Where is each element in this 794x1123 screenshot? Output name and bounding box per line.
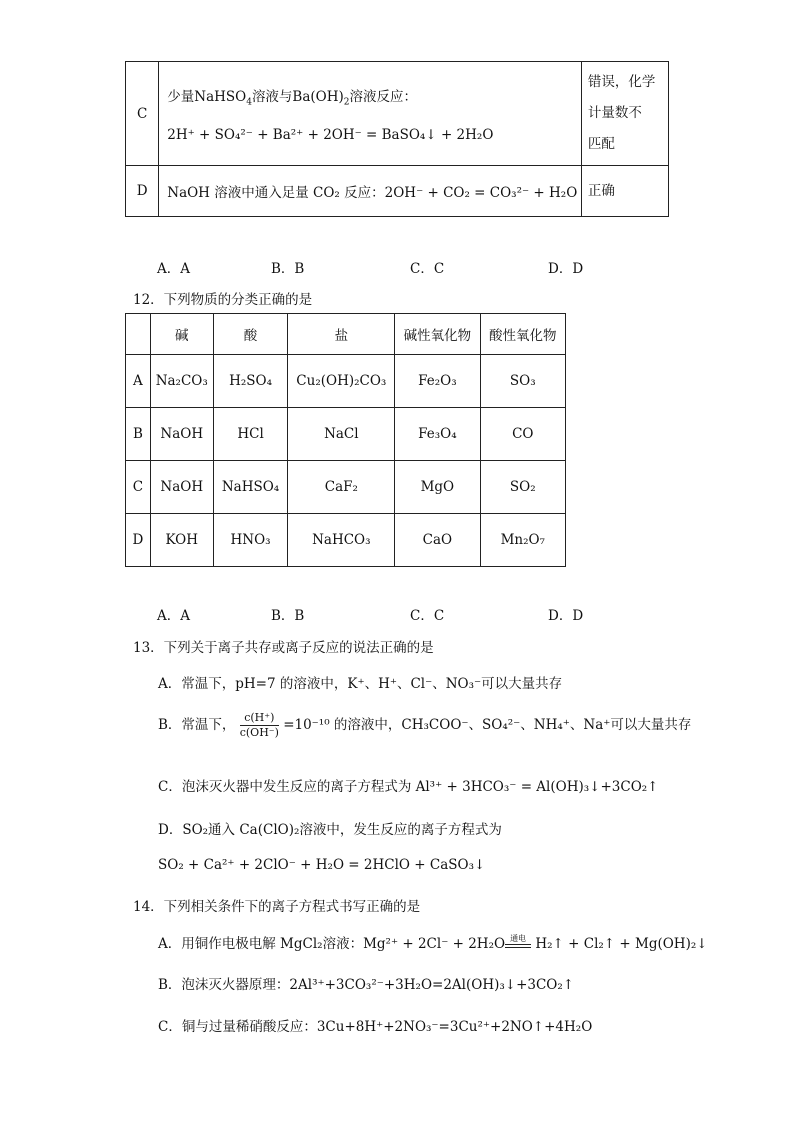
row-result: 正确	[581, 166, 668, 217]
question-13-option-c[interactable]: C．泡沫灭火器中发生反应的离子方程式为 Al³⁺ + 3HCO₃⁻ = Al(OH)₃↓+3CO₂↑	[158, 779, 659, 795]
table-row	[126, 355, 566, 408]
question-13-stem: 13．下列关于离子共存或离子反应的说法正确的是	[133, 640, 434, 656]
table-cell: CO	[480, 408, 565, 461]
question-14-stem: 14．下列相关条件下的离子方程式书写正确的是	[133, 899, 421, 915]
table-row	[126, 514, 566, 567]
question-13-option-d[interactable]: D．SO₂通入 Ca(ClO)₂溶液中，发生反应的离子方程式为	[158, 822, 502, 838]
question-11-table	[125, 61, 669, 217]
question-13-option-b[interactable]: B．常温下， $\frac{c(H^+)}{c(OH^-)}$ =10⁻¹⁰ 的溶液中，CH₃COO⁻、SO₄²⁻、NH₄⁺、Na⁺可以大量共存	[158, 711, 692, 739]
header-cell: 碱性氧化物	[395, 314, 480, 355]
table-cell: B	[126, 408, 151, 461]
row-label: D	[126, 166, 159, 217]
table-row	[126, 461, 566, 514]
table-cell: HCl	[213, 408, 288, 461]
option-b[interactable]: B．B	[271, 261, 305, 277]
option-c[interactable]: C．C	[410, 261, 445, 277]
table-cell: NaOH	[150, 461, 213, 514]
table-cell: Cu₂(OH)₂CO₃	[288, 355, 395, 408]
row-label: C	[126, 62, 159, 166]
table-header-row	[126, 314, 566, 355]
table-cell: NaOH	[150, 408, 213, 461]
header-cell	[126, 314, 151, 355]
option-d[interactable]: D．D	[548, 261, 584, 277]
table-cell: NaCl	[288, 408, 395, 461]
table-cell: H₂SO₄	[213, 355, 288, 408]
table-cell: A	[126, 355, 151, 408]
header-cell: 碱	[150, 314, 213, 355]
question-12-stem: 12．下列物质的分类正确的是	[133, 292, 313, 308]
header-cell: 酸	[213, 314, 288, 355]
header-cell: 酸性氧化物	[480, 314, 565, 355]
question-13-option-d-equation: SO₂ + Ca²⁺ + 2ClO⁻ + H₂O = 2HClO + CaSO₃↓	[158, 857, 486, 873]
table-row	[126, 408, 566, 461]
option-d[interactable]: D．D	[548, 608, 584, 624]
option-a[interactable]: A．A	[157, 608, 190, 624]
table-row	[126, 166, 669, 217]
table-cell: Fe₂O₃	[395, 355, 480, 408]
table-cell: Fe₃O₄	[395, 408, 480, 461]
table-cell: Na₂CO₃	[150, 355, 213, 408]
table-cell: C	[126, 461, 151, 514]
table-cell: Mn₂O₇	[480, 514, 565, 567]
question-14-option-a[interactable]: A．用铜作电极电解 MgCl₂溶液：Mg²⁺ + 2Cl⁻ + 2H₂O 通电 H₂↑ + Cl₂↑ + Mg(OH)₂↓	[158, 934, 708, 952]
table-row	[126, 62, 669, 166]
row-description: 少量NaHSO$_4$溶液与$Ba(OH)_2$溶液反应：	[167, 88, 418, 108]
table-cell: NaHCO₃	[288, 514, 395, 567]
reaction-condition: 通电	[505, 942, 531, 948]
question-14-option-b[interactable]: B．泡沫灭火器原理：2Al³⁺+3CO₃²⁻+3H₂O=2Al(OH)₃↓+3CO₂↑	[158, 977, 575, 993]
table-cell: SO₃	[480, 355, 565, 408]
table-cell: D	[126, 514, 151, 567]
table-cell: CaO	[395, 514, 480, 567]
row-content	[159, 62, 582, 166]
option-b[interactable]: B．B	[271, 608, 305, 624]
table-cell: HNO₃	[213, 514, 288, 567]
question-12-table	[125, 313, 566, 567]
table-cell: NaHSO₄	[213, 461, 288, 514]
row-equation: 2H⁺ + SO₄²⁻ + Ba²⁺ + 2OH⁻ = BaSO₄↓ + 2H₂O	[167, 126, 494, 143]
question-14-option-c[interactable]: C．铜与过量稀硝酸反应：3Cu+8H⁺+2NO₃⁻=3Cu²⁺+2NO↑+4H₂O	[158, 1019, 593, 1035]
table-cell: CaF₂	[288, 461, 395, 514]
row-result: 错误，化学 计量数不 匹配	[581, 62, 668, 166]
question-11-options	[0, 257, 794, 277]
option-a[interactable]: A．A	[157, 261, 190, 277]
table-cell: KOH	[150, 514, 213, 567]
concentration-ratio: $\frac{c(H^+)}{c(OH^-)}$	[239, 711, 279, 739]
row-content: NaOH 溶液中通入足量 CO₂ 反应：2OH⁻ + CO₂ = CO₃²⁻ + H₂O	[159, 166, 582, 217]
option-c[interactable]: C．C	[410, 608, 445, 624]
header-cell: 盐	[288, 314, 395, 355]
table-cell: MgO	[395, 461, 480, 514]
question-12-options	[0, 604, 794, 624]
question-13-option-a[interactable]: A．常温下，pH=7 的溶液中，K⁺、H⁺、Cl⁻、NO₃⁻可以大量共存	[158, 676, 563, 692]
table-cell: SO₂	[480, 461, 565, 514]
